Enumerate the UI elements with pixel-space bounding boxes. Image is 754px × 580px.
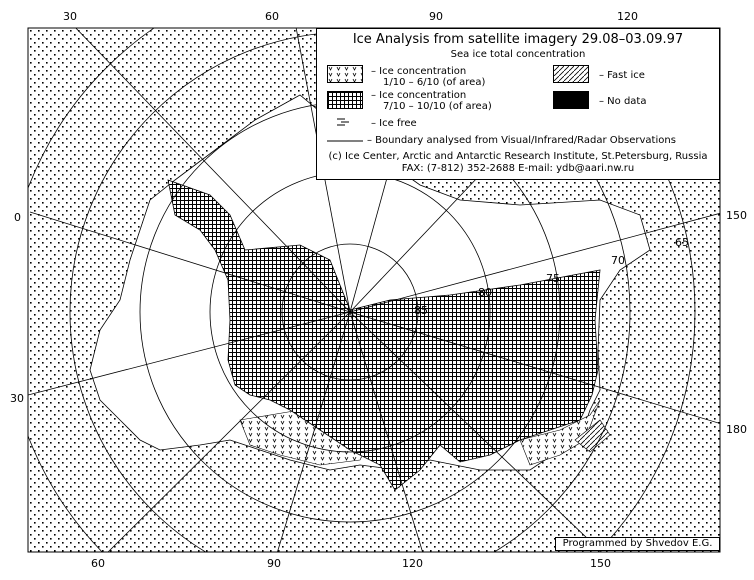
lon-label-bottom-60: 60 <box>91 557 105 570</box>
lon-label-bottom-120: 120 <box>402 557 423 570</box>
low-concentration-swatch <box>327 65 363 83</box>
fast-ice-label: – Fast ice <box>599 70 645 81</box>
high-concentration-swatch <box>327 91 363 109</box>
legend-title: Ice Analysis from satellite imagery 29.08–03.09.97 <box>352 32 684 47</box>
boundary-label: – Boundary analysed from Visual/Infrared/Radar Observations <box>367 135 676 146</box>
lon-label-bottom-90: 90 <box>267 557 281 570</box>
lon-label-left-0: 0 <box>14 211 21 224</box>
no-data-swatch <box>553 91 589 109</box>
ice-free-symbol <box>337 117 353 127</box>
low-concentration-line2: 1/10 – 6/10 (of area) <box>383 77 486 88</box>
boundary-line-symbol <box>327 139 363 143</box>
lon-label-right-180: 180 <box>726 423 747 436</box>
lon-label-left-30: 30 <box>10 392 24 405</box>
lon-label-top-30: 30 <box>63 10 77 23</box>
legend-box <box>316 28 720 180</box>
lat-label-80: 80 <box>478 286 492 299</box>
lon-label-top-60: 60 <box>265 10 279 23</box>
legend-contact: FAX: (7-812) 352-2688 E-mail: ydb@aari.nw.ru <box>401 163 635 174</box>
high-concentration-line1: – Ice concentration <box>371 90 467 101</box>
lon-label-bottom-150: 150 <box>590 557 611 570</box>
lon-label-top-120: 120 <box>617 10 638 23</box>
fast-ice-swatch <box>553 65 589 83</box>
lat-label-85: 85 <box>414 304 428 317</box>
programmer-credit: Programmed by Shvedov E.G. <box>555 537 720 551</box>
lat-label-65: 65 <box>675 236 689 249</box>
ice-free-label: – Ice free <box>371 118 417 129</box>
no-data-label: – No data <box>599 96 647 107</box>
lat-label-75: 75 <box>546 272 560 285</box>
high-concentration-line2: 7/10 – 10/10 (of area) <box>383 101 492 112</box>
legend-credit: (c) Ice Center, Arctic and Antarctic Research Institute, St.Petersburg, Russia <box>328 151 708 162</box>
lat-label-70: 70 <box>611 254 625 267</box>
low-concentration-line1: – Ice concentration <box>371 66 467 77</box>
lon-label-top-90: 90 <box>429 10 443 23</box>
legend-subtitle: Sea ice total concentration <box>450 49 586 60</box>
lon-label-right-150: 150 <box>726 209 747 222</box>
